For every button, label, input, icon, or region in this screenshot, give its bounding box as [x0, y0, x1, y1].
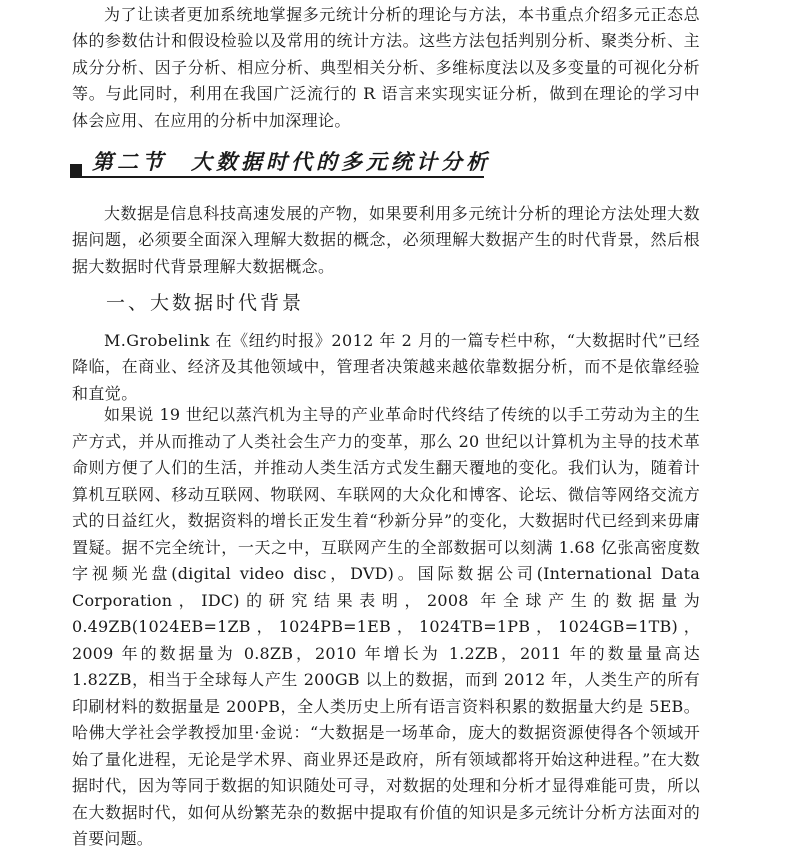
intro-paragraph: 为了让读者更加系统地掌握多元统计分析的理论与方法，本书重点介绍多元正态总体的参数估计和假设检验以及常用的统计方法。这些方法包括判别分析、聚类分析、主成分分析、因子分析、相应分析、典型相关分析、多维标度法以及多变量的可视化分析等。与此同时，利用在我国广泛流行的 R 语言来实现实证分析，做到在理论的学习中体会应用、在应用的分析中加深理论。 [72, 5, 700, 130]
section-heading [70, 142, 491, 180]
section-marker-square [70, 164, 82, 176]
grobelink-paragraph: M.Grobelink 在《纽约时报》2012 年 2 月的一篇专栏中称，“大数据时代”已经降临，在商业、经济及其他领域中，管理者决策越来越依靠数据分析，而不是依靠经验和直觉。 [72, 331, 700, 403]
section-number: 第二节 [92, 150, 167, 174]
main-paragraph: 如果说 19 世纪以蒸汽机为主导的产业革命时代终结了传统的以手工劳动为主的生产方式，并从而推动了人类社会生产力的变革，那么 20 世纪以计算机为主导的技术革命则方便了人们的生活，并推动人类生活方式发生翻天覆地的变化。我们认为，随着计算机互联网、移动互联网、物联网、车联网的大众化和博客、论坛、微信等网络交流方式的日益红火，数据资料的增长正发生着“秒新分异”的变化，大数据时代已经到来毋庸置疑。据不完全统计，一天之中，互联网产生的全部数据可以刻满 1.68 亿张高密度数字视频光盘(digital video disc，DVD)。国际数据公司(International Data Corporation，IDC)的研究结果表明，2008 年全球产生的数据量为 0.49ZB(1024EB=1ZB，1024PB=1EB，1024TB=1PB，1024GB=1TB)，2009 年的数据量为 0.8ZB，2010 年增长为 1.2ZB，2011 年的数量量高达 1.82ZB，相当于全球每人产生 200GB 以上的数据，而到 2012 年，人类生产的所有印刷材料的数据量是 200PB，全人类历史上所有语言资料积累的数据量大约是 5EB。哈佛大学社会学教授加里·金说：“大数据是一场革命，庞大的数据资源使得各个领域开始了量化进程，无论是学术界、商业界还是政府，所有领域都将开始这种进程。”在大数据时代，因为等同于数据的知识随处可寻，对数据的处理和分析才显得难能可贵，所以在大数据时代，如何从纷繁芜杂的数据中提取有价值的知识是多元统计分析方法面对的首要问题。 [72, 405, 700, 848]
section-title-text: 大数据时代的多元统计分析 [191, 150, 491, 174]
section-title [92, 146, 491, 176]
section-underline [70, 176, 484, 178]
subsection-title: 一、大数据时代背景 [106, 292, 305, 314]
bigdata-paragraph: 大数据是信息科技高速发展的产物，如果要利用多元统计分析的理论方法处理大数据问题，必须要全面深入理解大数据的概念，必须理解大数据产生的时代背景，然后根据大数据时代背景理解大数据概念。 [72, 204, 700, 276]
